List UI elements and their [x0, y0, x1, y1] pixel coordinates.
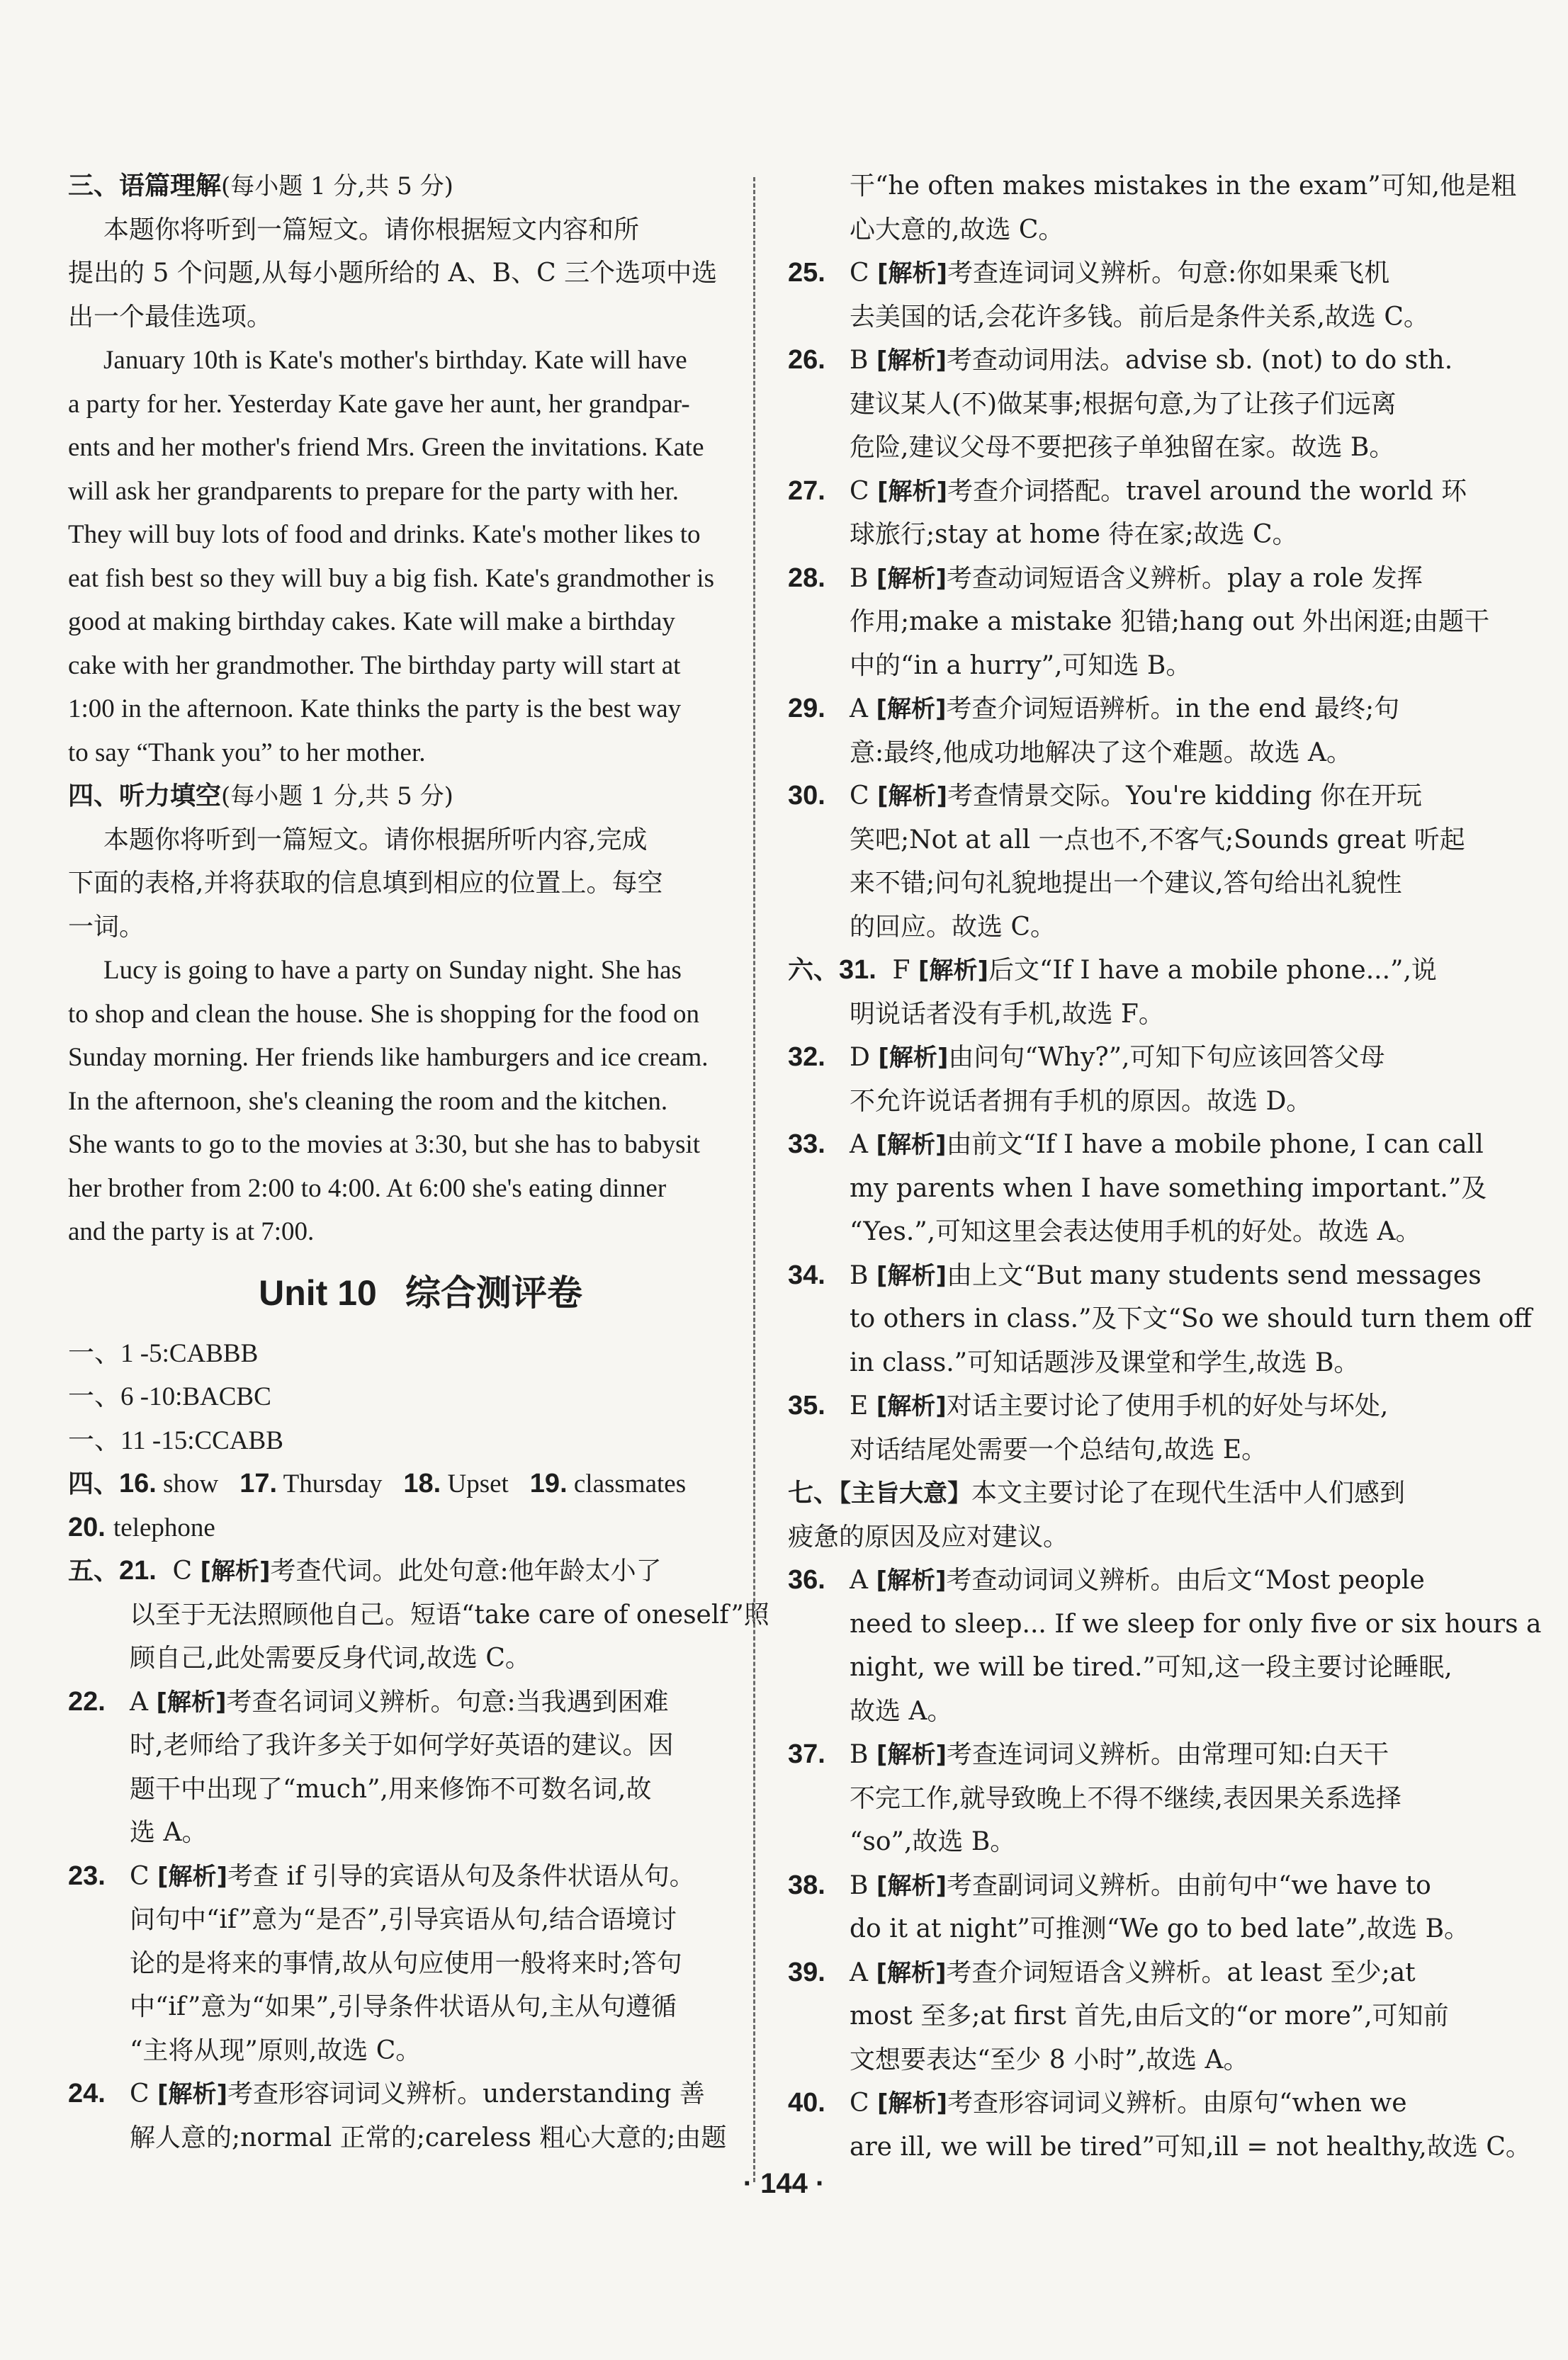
answer-item-30: 30. C [解析]考查情景交际。You're kidding 你在开玩 — [788, 781, 1423, 811]
explanation-line: most 至多;at first 首先,由后文的“or more”,可知前 — [850, 2002, 1449, 2031]
answer-item-22: 22. A [解析]考查名词词义辨析。句意:当我遇到困难 — [68, 1686, 669, 1717]
explanation-line: 时,老师给了我许多关于如何学好英语的建议。因 — [130, 1731, 674, 1760]
answer-item-37: 37. B [解析]考查连词词义辨析。由常理可知:白天干 — [788, 1739, 1389, 1769]
explanation-line: 危险,建议父母不要把孩子单独留在家。故选 B。 — [850, 433, 1395, 462]
passage-line: will ask her grandparents to prepare for the party with her. — [68, 476, 679, 506]
passage-line: Sunday morning. Her friends like hamburgers and ice cream. — [68, 1043, 709, 1072]
explanation-line: 顾自己,此处需要反身代词,故选 C。 — [130, 1644, 531, 1673]
passage-line: cake with her grandmother. The birthday party will start at — [68, 650, 681, 680]
explanation-line: “so”,故选 B。 — [850, 1827, 1016, 1856]
explanation-line: in class.”可知话题涉及课堂和学生,故选 B。 — [850, 1348, 1360, 1377]
passage-line: good at making birthday cakes. Kate will make a birthday — [68, 607, 675, 636]
section-4-intro-line: 一词。 — [68, 912, 145, 942]
explanation-line: “Yes.”,可知这里会表达使用手机的好处。故选 A。 — [850, 1217, 1421, 1246]
section-3-intro-line: 本题你将听到一篇短文。请你根据短文内容和所 — [103, 215, 640, 244]
page-number: · 144 · — [743, 2168, 825, 2199]
section-4-intro-line: 本题你将听到一篇短文。请你根据所听内容,完成 — [103, 825, 648, 854]
answer-item-39: 39. A [解析]考查介词短语含义辨析。at least 至少;at — [788, 1957, 1416, 1987]
answer-item-29: 29. A [解析]考查介词短语辨析。in the end 最终;句 — [788, 694, 1400, 723]
explanation-line: 建议某人(不)做某事;根据句意,为了让孩子们远离 — [850, 389, 1397, 419]
explanation-line: 问句中“if”意为“是否”,引导宾语从句,结合语境讨 — [130, 1905, 677, 1934]
section-4-heading: 四、听力填空(每小题 1 分,共 5 分) — [68, 781, 453, 811]
explanation-line: night, we will be tired.”可知,这一段主要讨论睡眠, — [850, 1653, 1453, 1682]
passage-line: a party for her. Yesterday Kate gave her aunt, her grandpar- — [68, 389, 690, 419]
explanation-line: my parents when I have something important.”及 — [850, 1173, 1487, 1203]
explanation-line: 不完工作,就导致晚上不得不继续,表因果关系选择 — [850, 1783, 1401, 1813]
passage-line: ents and her mother's friend Mrs. Green the invitations. Kate — [68, 433, 704, 462]
passage-line: They will buy lots of food and drinks. Kate's mother likes to — [68, 520, 701, 549]
answer-item-27: 27. C [解析]考查介词搭配。travel around the world 环 — [788, 475, 1467, 506]
answers-row: 一、6 -10:BACBC — [68, 1382, 271, 1411]
fill-answers-row: 四、16. show 17. Thursday 18. Upset 19. classmates — [68, 1462, 731, 1506]
passage-line: She wants to go to the movies at 3:30, but she has to babysit — [68, 1130, 701, 1159]
explanation-line: 的回应。故选 C。 — [850, 912, 1056, 942]
answer-item-31: 六、31. F [解析]后文“If I have a mobile phone...”,说 — [788, 955, 1437, 985]
answer-item-28: 28. B [解析]考查动词短语含义辨析。play a role 发挥 — [788, 563, 1423, 593]
fill-answer: 17. Thursday — [239, 1469, 383, 1498]
unit-title-number: Unit 10 — [259, 1272, 377, 1313]
explanation-line: 题干中出现了“much”,用来修饰不可数名词,故 — [130, 1774, 652, 1804]
explanation-line: 选 A。 — [130, 1818, 208, 1847]
passage-line: 1:00 in the afternoon. Kate thinks the party is the best way — [68, 694, 682, 723]
answer-item-35: 35. E [解析]对话主要讨论了使用手机的好处与坏处, — [788, 1391, 1389, 1421]
explanation-line: 解人意的;normal 正常的;careless 粗心大意的;由题 — [130, 2123, 727, 2152]
explanation-line: need to sleep... If we sleep for only five or six hours a — [850, 1609, 1542, 1639]
section-4-intro-line: 下面的表格,并将获取的信息填到相应的位置上。每空 — [68, 869, 663, 898]
explanation-line: 去美国的话,会花许多钱。前后是条件关系,故选 C。 — [850, 302, 1429, 332]
explanation-line: 故选 A。 — [850, 1696, 953, 1726]
explanation-line: 对话结尾处需要一个总结句,故选 E。 — [850, 1435, 1268, 1464]
explanation-line: 干“he often makes mistakes in the exam”可知,他是粗 — [850, 171, 1517, 201]
passage-line: her brother from 2:00 to 4:00. At 6:00 she's eating dinner — [68, 1173, 667, 1203]
passage-line: to shop and clean the house. She is shopping for the food on — [68, 999, 699, 1029]
unit-title — [68, 1254, 731, 1332]
answer-item-26: 26. B [解析]考查动词用法。advise sb. (not) to do sth. — [788, 345, 1453, 375]
answer-item-34: 34. B [解析]由上文“But many students send messages — [788, 1260, 1482, 1290]
explanation-line: 明说话者没有手机,故选 F。 — [850, 999, 1164, 1029]
explanation-line: 心大意的,故选 C。 — [850, 215, 1064, 244]
explanation-line: do it at night”可推测“We go to bed late”,故选 B。 — [850, 1914, 1470, 1943]
explanation-line: 文想要表达“至少 8 小时”,故选 A。 — [850, 2045, 1249, 2074]
section-3-intro-line: 提出的 5 个问题,从每小题所给的 A、B、C 三个选项中选 — [68, 259, 718, 288]
section-7-main-idea: 七、【主旨大意】本文主要讨论了在现代生活中人们感到 — [788, 1479, 1406, 1508]
answer-item-33: 33. A [解析]由前文“If I have a mobile phone, I can call — [788, 1129, 1484, 1159]
explanation-line: 不允许说话者拥有手机的原因。故选 D。 — [850, 1086, 1312, 1116]
explanation-line: 意:最终,他成功地解决了这个难题。故选 A。 — [850, 738, 1353, 767]
answer-item-32: 32. D [解析]由问句“Why?”,可知下句应该回答父母 — [788, 1042, 1385, 1072]
unit-title-subtitle: 综合测评卷 — [405, 1272, 582, 1313]
section-3-heading: 三、语篇理解(每小题 1 分,共 5 分) — [68, 171, 453, 201]
answer-item-25: 25. C [解析]考查连词词义辨析。句意:你如果乘飞机 — [788, 258, 1390, 288]
explanation-line: 球旅行;stay at home 待在家;故选 C。 — [850, 520, 1298, 549]
explanation-line: 作用;make a mistake 犯错;hang out 外出闲逛;由题干 — [850, 607, 1490, 636]
answer-item-40: 40. C [解析]考查形容词词义辨析。由原句“when we — [788, 2088, 1407, 2118]
passage-line: Lucy is going to have a party on Sunday night. She has — [103, 956, 682, 985]
answer-item-24: 24. C [解析]考查形容词词义辨析。understanding 善 — [68, 2079, 705, 2108]
explanation-line: 中“if”意为“如果”,引导条件状语从句,主从句遵循 — [130, 1992, 677, 2021]
explanation-line: 疲惫的原因及应对建议。 — [788, 1522, 1069, 1552]
explanation-line: 以至于无法照顾他自己。短语“take care of oneself”照 — [130, 1600, 769, 1630]
explanation-line: 中的“in a hurry”,可知选 B。 — [850, 650, 1192, 680]
answer-item-21: 五、21. C [解析]考查代词。此处句意:他年龄太小了 — [68, 1556, 662, 1586]
passage-line: In the afternoon, she's cleaning the room and the kitchen. — [68, 1086, 668, 1116]
section-3-intro-line: 出一个最佳选项。 — [68, 302, 273, 332]
column-divider — [753, 177, 755, 2182]
answer-item-23: 23. C [解析]考查 if 引导的宾语从句及条件状语从句。 — [68, 1861, 695, 1891]
explanation-line: 来不错;问句礼貌地提出一个建议,答句给出礼貌性 — [850, 869, 1402, 898]
passage-line: eat fish best so they will buy a big fish. Kate's grandmother is — [68, 563, 714, 593]
fill-answer: 18. Upset — [403, 1469, 509, 1498]
left-column — [68, 164, 769, 2159]
explanation-line: to others in class.”及下文“So we should turn them off — [850, 1304, 1532, 1333]
answers-row: 一、1 -5:CABBB — [68, 1338, 259, 1368]
passage-line: and the party is at 7:00. — [68, 1217, 315, 1246]
answers-row: 一、11 -15:CCABB — [68, 1425, 283, 1455]
explanation-line: 笑吧;Not at all 一点也不,不客气;Sounds great 听起 — [850, 825, 1465, 854]
fill-answer: 16. show — [119, 1469, 219, 1498]
answer-item-38: 38. B [解析]考查副词词义辨析。由前句中“we have to — [788, 1870, 1431, 1900]
answer-item-36: 36. A [解析]考查动词词义辨析。由后文“Most people — [788, 1565, 1425, 1595]
fill-answer: 19. classmates — [529, 1469, 687, 1498]
passage-line: to say “Thank you” to her mother. — [68, 738, 426, 767]
fill-answer: 20. telephone — [68, 1512, 215, 1542]
explanation-line: “主将从现”原则,故选 C。 — [130, 2036, 422, 2065]
explanation-line: are ill, we will be tired”可知,ill = not healthy,故选 C。 — [850, 2132, 1531, 2162]
passage-line: January 10th is Kate's mother's birthday. Kate will have — [103, 346, 687, 375]
explanation-line: 论的是将来的事情,故从句应使用一般将来时;答句 — [130, 1948, 682, 1978]
right-column — [788, 164, 1542, 2169]
